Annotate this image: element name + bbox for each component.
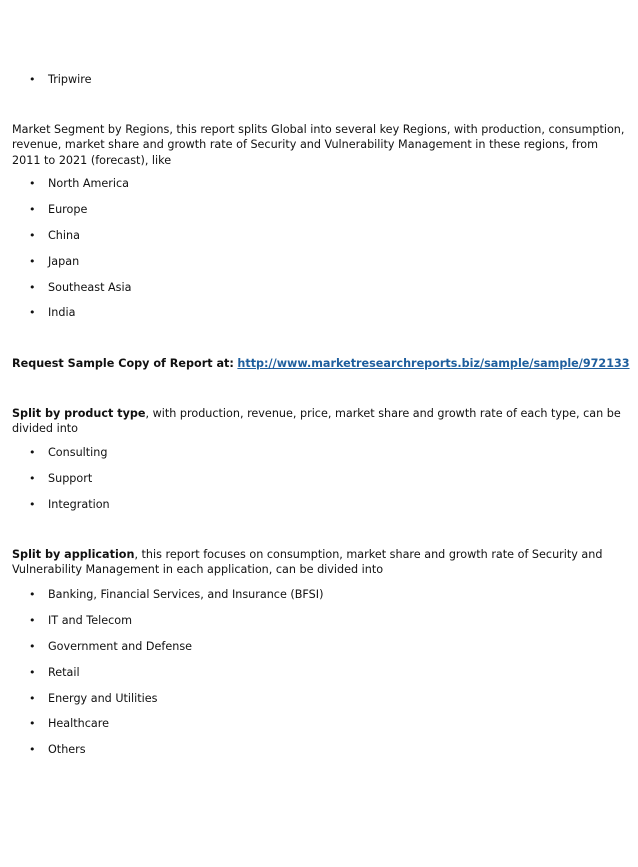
bullet-icon: • bbox=[29, 202, 36, 216]
list-item-text: Others bbox=[48, 743, 86, 757]
bullet-icon: • bbox=[29, 691, 36, 705]
list-item-text: Southeast Asia bbox=[48, 280, 132, 294]
bullet-icon: • bbox=[29, 665, 36, 679]
bullet-icon: • bbox=[29, 228, 36, 242]
bullet-icon: • bbox=[29, 743, 36, 757]
list-item-text: Integration bbox=[48, 497, 110, 511]
bullet-icon: • bbox=[29, 306, 36, 320]
list-item-text: Government and Defense bbox=[48, 639, 193, 653]
list-item-text: Japan bbox=[48, 254, 80, 268]
list-item-text: Tripwire bbox=[48, 73, 92, 86]
bullet-icon: • bbox=[29, 471, 36, 485]
bullet-icon: • bbox=[29, 177, 36, 190]
bullet-icon: • bbox=[29, 497, 36, 511]
application-heading: Split by application bbox=[12, 548, 135, 561]
bullet-icon: • bbox=[29, 639, 36, 653]
list-item-text: Energy and Utilities bbox=[48, 691, 158, 705]
product-type-text: , with production, revenue, price, market share and growth rate of each type, can be divided into bbox=[12, 407, 621, 436]
bullet-icon: • bbox=[29, 280, 36, 294]
list-item-text: Consulting bbox=[48, 446, 108, 459]
list-item-text: North America bbox=[48, 177, 129, 190]
bullet-icon: • bbox=[29, 613, 36, 627]
bullet-icon: • bbox=[29, 446, 36, 459]
list-item-text: China bbox=[48, 228, 80, 242]
bullet-icon: • bbox=[29, 254, 36, 268]
sample-request-label: Request Sample Copy of Report at: bbox=[12, 357, 234, 370]
bullet-icon: • bbox=[29, 588, 36, 601]
list-item-text: Healthcare bbox=[48, 717, 109, 731]
list-item-text: Banking, Financial Services, and Insurance (BFSI) bbox=[48, 588, 324, 601]
application-text: , this report focuses on consumption, market share and growth rate of Security and Vulnerability Management in each application, can be divided into bbox=[12, 548, 603, 577]
product-type-intro bbox=[12, 406, 626, 437]
bullet-icon: • bbox=[29, 73, 36, 86]
list-item-text: Europe bbox=[48, 202, 88, 216]
sample-request-line bbox=[12, 356, 638, 371]
bullet-icon: • bbox=[29, 717, 36, 731]
application-intro bbox=[12, 547, 626, 578]
list-item-text: IT and Telecom bbox=[48, 613, 132, 627]
product-type-heading: Split by product type bbox=[12, 407, 146, 420]
regions-intro: Market Segment by Regions, this report splits Global into several key Regions, with production, consumption, revenue, market share and growth rate of Security and Vulnerability Management in these regions, from 2011 to 2021 (forecast), like bbox=[12, 123, 625, 167]
list-item-text: India bbox=[48, 306, 76, 320]
sample-report-link[interactable]: http://www.marketresearchreports.biz/sample/sample/972133 bbox=[237, 357, 630, 370]
list-item-text: Support bbox=[48, 471, 93, 485]
list-item-text: Retail bbox=[48, 665, 80, 679]
